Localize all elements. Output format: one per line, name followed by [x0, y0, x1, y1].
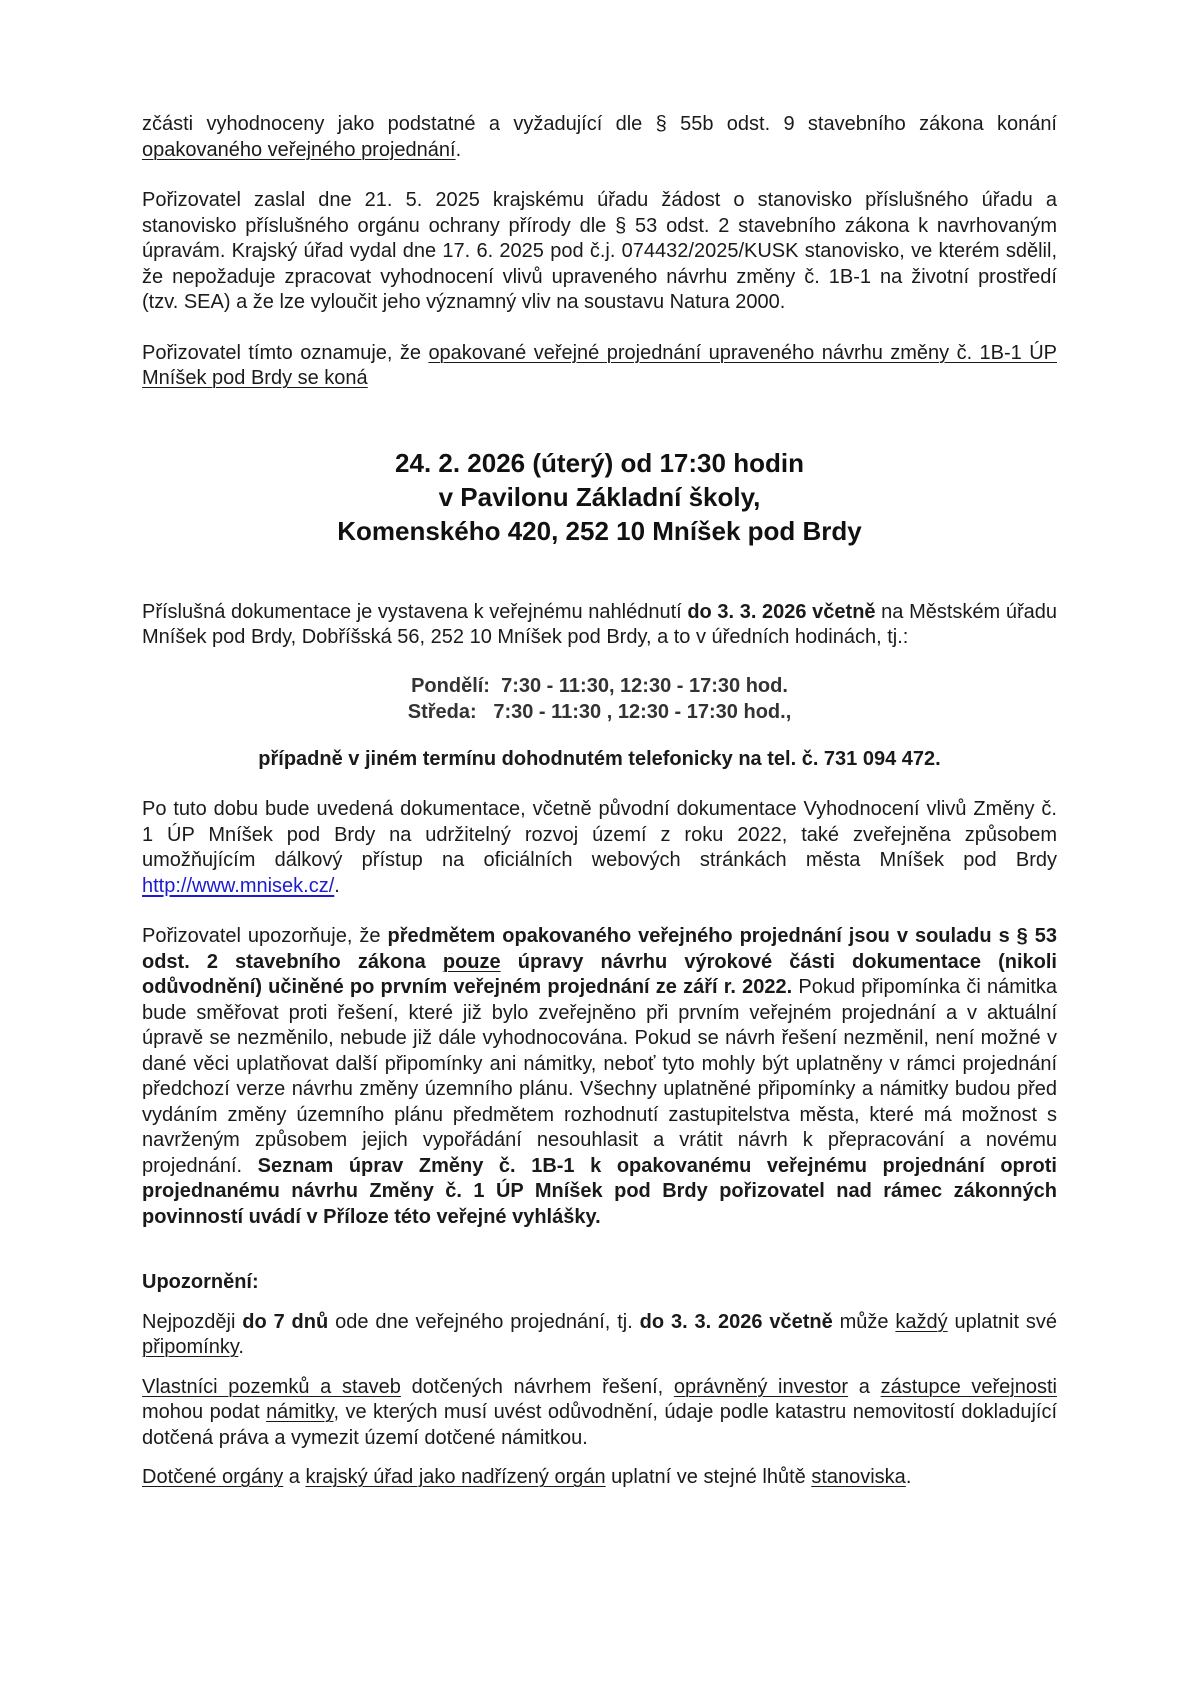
text: ode dne veřejného projednání, tj. — [328, 1310, 640, 1333]
text: mohou podat — [142, 1401, 267, 1423]
paragraph-objections — [142, 1375, 1057, 1452]
text: zčásti vyhodnoceny jako podstatné a vyžadující dle § 55b odst. 9 stavebního zákona konání — [142, 113, 1057, 135]
text: . — [238, 1336, 244, 1358]
paragraph-announcement — [142, 341, 1057, 392]
underlined-text: připomínky — [142, 1336, 239, 1358]
city-website-link[interactable]: http://www.mnisek.cz/ — [142, 874, 335, 897]
underlined-text: opakovaného veřejného projednání — [142, 138, 456, 161]
text: dotčených návrhem řešení, — [400, 1375, 674, 1398]
underlined-text: Dotčené orgány — [142, 1466, 284, 1488]
bold-underlined-text: pouze — [442, 950, 501, 973]
text: Pořizovatel upozorňuje, že — [142, 925, 388, 947]
underlined-text: Vlastníci pozemků a staveb — [142, 1375, 401, 1398]
times: 7:30 - 11:30 , 12:30 - 17:30 hod., — [493, 700, 792, 723]
paragraph-comments-deadline — [142, 1310, 1057, 1361]
text: uplatnit své — [947, 1310, 1058, 1333]
text: , ve kterých musí uvést odůvodnění, údaje podle katastru nemovitostí dokladující dotčená práva a vymezit území dotčené námitkou. — [142, 1401, 1057, 1449]
paragraph-online-publication — [142, 797, 1057, 899]
public-notice-page — [142, 112, 1057, 1491]
underlined-text: každý — [895, 1310, 948, 1333]
text: a — [848, 1375, 881, 1398]
phone-note: případně v jiném termínu dohodnutém telefonicky na tel. č. 731 094 472. — [258, 747, 941, 770]
office-hours-row — [142, 673, 1057, 699]
bold-text: úpravy návrhu výrokové části dokumentace (nikoli odůvodnění) učiněné po prvním veřejném projednání ze září r. 2022. — [142, 950, 1057, 998]
text: Nejpozději — [142, 1310, 243, 1333]
text: může — [832, 1310, 896, 1333]
bold-text: předmětem opakovaného veřejného projednání jsou v souladu s § 53 odst. 2 stavebního zákona — [142, 925, 1057, 973]
underlined-text: stanoviska — [811, 1466, 906, 1488]
event-venue: v Pavilonu Základní školy, — [438, 481, 761, 512]
paragraph-documentation — [142, 600, 1057, 651]
office-hours — [142, 673, 1057, 725]
underlined-text: námitky — [266, 1401, 334, 1423]
paragraph-regional-office: Pořizovatel zaslal dne 21. 5. 2025 krajskému úřadu žádost o stanovisko příslušného úřadu a stanovisko příslušného orgánu ochrany přírody dle § 53 odst. 2 stavebního zákona k navrhovaným úpravám. Krajský úřad vydal dne 17. 6. 2025 pod č.j. 074432/2025/KUSK stanovisko, ve kterém sdělil, že nepožaduje zpracovat vyhodnocení vlivů upraveného návrhu změny č. 1B-1 na životní prostředí (tzv. SEA) a že lze vyloučit jeho významný vliv na soustavu Natura 2000. — [142, 189, 1057, 313]
text: Po tuto dobu bude uvedená dokumentace, včetně původní dokumentace Vyhodnocení vlivů Změny č. 1 ÚP Mníšek pod Brdy na udržitelný rozvoj území z roku 2022, také zveřejněna způsobem umožňujícím dálkový přístup na oficiálních webových stránkách města Mníšek pod Brdy — [142, 798, 1057, 871]
bold-text: do 3. 3. 2026 včetně — [687, 600, 876, 623]
text: na Městském úřadu Mníšek pod Brdy, Dobříšská 56, 252 10 Mníšek pod Brdy, a to v úředních hodinách, tj.: — [142, 600, 1057, 648]
text: . — [905, 1466, 912, 1488]
text: Pokud připomínka či námitka bude směřovat proti řešení, které již bylo zveřejněno při prvním veřejném projednání a v aktuální úpravě se nezměnilo, nebude již dále vyhodnocována. Pokud se návrh řešení nezměnil, není možné v dané věci uplatňovat další připomínky ani námitky, neboť tyto mohly být uplatněny v rámci projednání předchozí verze návrhu změny územního plánu. Všechny uplatněné připomínky a námitky budou před vydáním změny územního plánu předmětem rozhodnutí zastupitelstva města, které má možnost s navrženým způsobem jejich vypořádání nesouhlasit a vrátit návrh k přepracování a novému projednání. — [142, 976, 1058, 1177]
bold-text: do 7 dnů — [242, 1310, 329, 1333]
times: 7:30 - 11:30, 12:30 - 17:30 hod. — [501, 674, 788, 697]
office-hours-row — [142, 699, 1057, 725]
paragraph-scope-warning — [142, 924, 1057, 1230]
day-label: Pondělí: — [411, 674, 490, 697]
text: uplatní ve stejné lhůtě — [605, 1466, 812, 1488]
event-details — [142, 446, 1057, 548]
day-label: Středa: — [407, 700, 477, 723]
text: Příslušná dokumentace je vystavena k veřejnému nahlédnutí — [142, 600, 688, 623]
paragraph-authorities — [142, 1465, 1057, 1491]
bold-text: Seznam úprav Změny č. 1B-1 k opakovanému veřejnému projednání oproti projednanému návrhu Změny č. 1 ÚP Mníšek pod Brdy pořizovatel nad rámec zákonných povinností uvádí v Příloze této veřejné vyhlášky. — [142, 1154, 1057, 1228]
notice-heading: Upozornění: — [142, 1271, 259, 1293]
text: Pořizovatel tímto oznamuje, že — [142, 341, 429, 364]
event-address: Komenského 420, 252 10 Mníšek pod Brdy — [337, 515, 862, 546]
event-date: 24. 2. 2026 (úterý) od 17:30 hodin — [395, 447, 804, 478]
text: a — [283, 1466, 306, 1488]
paragraph-intro — [142, 112, 1057, 163]
bold-text: do 3. 3. 2026 včetně — [639, 1310, 833, 1333]
underlined-text: oprávněný investor — [673, 1375, 849, 1398]
text: . — [334, 874, 340, 897]
text: . — [455, 138, 462, 161]
underlined-text: krajský úřad jako nadřízený orgán — [305, 1466, 606, 1488]
underlined-text: zástupce veřejnosti — [880, 1375, 1057, 1398]
underlined-text: opakované veřejné projednání upraveného návrhu změny č. 1B-1 ÚP Mníšek pod Brdy se koná — [142, 341, 1057, 389]
